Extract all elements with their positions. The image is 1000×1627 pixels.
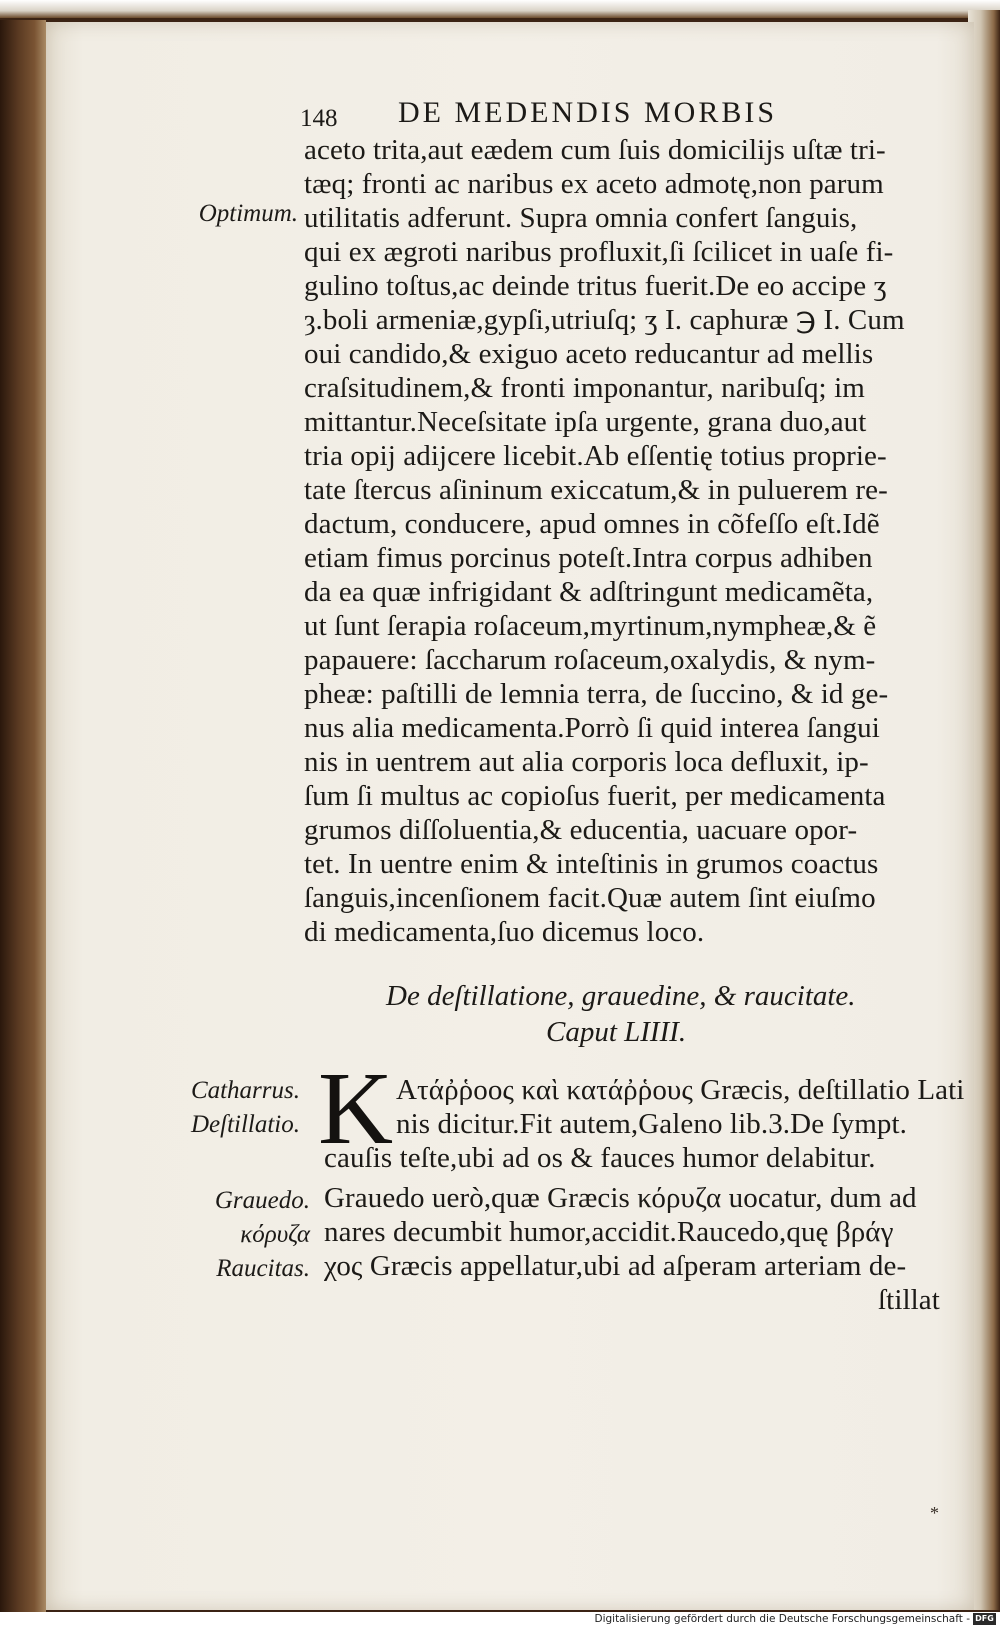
text-line: nis in uentrem aut alia corporis loca defluxit, ip- [304,746,869,778]
digitization-footer [0,1612,1000,1627]
footer-credit: Digitalisierung gefördert durch die Deutsche Forschungsgemeinschaft - [594,1613,970,1625]
text-line: Ατάῤῥοος καὶ κατάῤῥους Græcis, deſtillatio Lati [396,1074,965,1106]
text-line: ut ſunt ſerapia roſaceum,myrtinum,nympheæ,& ẽ [304,610,877,642]
text-line: etiam fimus porcinus poteſt.Intra corpus adhiben [304,542,873,574]
text-line: dactum, conducere, apud omnes in cõfeſſo eſt.Idẽ [304,508,880,540]
text-line: Grauedo uerò,quæ Græcis κόρυζα uocatur, dum ad [324,1182,917,1214]
page-number: 148 [300,105,338,132]
marginal-note-catharrus: Catharrus. [190,1077,300,1104]
text-line: mittantur.Neceſsitate ipſa urgente, grana duo,aut [304,406,867,438]
marginal-note-coryza: κόρυζα [240,1221,310,1248]
text-line: tate ſtercus aſininum exiccatum,& in puluerem re- [304,474,888,506]
chapter-title: De deſtillatione, grauedine, & raucitate. [386,980,856,1012]
marginal-note-grauedo: Grauedo. [214,1187,310,1214]
text-line: ȝ.boli armeniæ,gypſi,utriuſq; ʒ I. caphuræ ℈ I. Cum [304,304,905,336]
text-line: ſum ſi multus ac copioſus fuerit, per medicamenta [304,780,886,812]
dfg-logo: DFG [973,1613,996,1625]
text-line: pheæ: paſtilli de lemnia terra, de ſuccino, & id ge- [304,678,889,710]
running-head: DE MEDENDIS MORBIS [398,96,778,129]
text-line: craſsitudinem,& fronti imponantur, naribuſq; im [304,372,865,404]
marginal-note-destillatio: Deſtillatio. [190,1111,300,1138]
marginal-note-optimum: Optimum. [198,200,298,227]
text-line: utilitatis adferunt. Supra omnia confert ſanguis, [304,202,858,234]
text-line: tet. In uentre enim & inteſtinis in grumos coactus [304,848,879,880]
text-line: aceto trita,aut eædem cum ſuis domicilijs uſtæ tri- [304,134,886,166]
text-line: grumos diſſoluentia,& educentia, uacuare opor- [304,814,858,846]
chapter-number: Caput LIIII. [546,1016,687,1048]
text-line: tæq; fronti ac naribus ex aceto admotę,non parum [304,168,884,200]
text-line: di medicamenta,ſuo dicemus loco. [304,916,705,948]
text-line: oui candido,& exiguo aceto reducantur ad mellis [304,338,874,370]
text-line: papauere: ſaccharum roſaceum,oxalydis, & nym- [304,644,876,676]
marginal-note-raucitas: Raucitas. [216,1255,310,1282]
text-line: gulino toſtus,ac deinde tritus fuerit.De eo accipe ʒ [304,270,887,302]
text-line: χος Græcis appellatur,ubi ad aſperam arteriam de- [324,1250,907,1282]
text-line: nus alia medicamenta.Porrò ſi quid interea ſangui [304,712,880,744]
text-line: ſanguis,incenſionem facit.Quæ autem ſint eiuſmo [304,882,876,914]
ink-speck: * [930,1503,939,1523]
text-line: cauſis teſte,ubi ad os & fauces humor delabitur. [324,1142,876,1174]
text-line: ſtillat [878,1284,940,1316]
book-binding [0,20,46,1612]
text-line: tria opij adijcere licebit.Ab eſſentię totius proprie- [304,440,887,472]
scan-top-edge [0,0,1000,18]
text-line: nis dicitur.Fit autem,Galeno lib.3.De ſympt. [396,1108,908,1140]
text-line: nares decumbit humor,accidit.Raucedo,quę βράγ [324,1216,894,1248]
text-line: da ea quæ infrigidant & adſtringunt medicamẽta, [304,576,874,608]
drop-capital: K [318,1051,394,1166]
text-line: qui ex ægroti naribus profluxit,ſi ſcilicet in uaſe fi- [304,236,894,268]
